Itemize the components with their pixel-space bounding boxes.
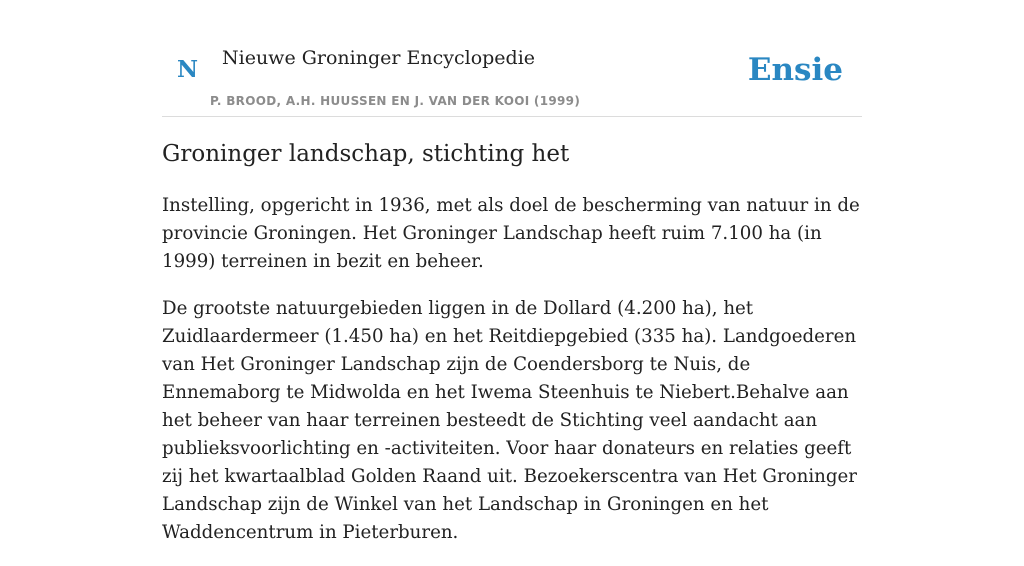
article-body — [162, 192, 864, 566]
brand-logo[interactable]: Ensie — [747, 52, 843, 88]
source-title-link[interactable]: Nieuwe Groninger Encyclopedie — [222, 47, 536, 69]
source-authors: P. BROOD, A.H. HUUSSEN EN J. VAN DER KOOI (1999) — [210, 94, 581, 108]
article-paragraph: De grootste natuurgebieden liggen in de Dollard (4.200 ha), het Zuidlaardermeer (1.450 ha) en het Reitdiepgebied (335 ha). Landgoederen van Het Groninger Landschap zijn de Coendersborg te Nuis, de Ennemaborg te Midwolda en het Iwema Steenhuis te Niebert.Behalve aan het beheer van haar terreinen besteedt de Stichting veel aandacht aan publieksvoorlichting en -activiteiten. Voor haar donateurs en relaties geeft zij het kwartaalblad Golden Raand uit. Bezoekerscentra van Het Groninger Landschap zijn de Winkel van het Landschap in Groningen en het Waddencentrum in Pieterburen. — [162, 298, 857, 543]
article-paragraph: Instelling, opgericht in 1936, met als doel de bescherming van natuur in de provincie Groningen. Het Groninger Landschap heeft ruim 7.100 ha (in 1999) terreinen in bezit en beheer. — [162, 195, 860, 272]
article-title: Groninger landschap, stichting het — [162, 141, 570, 167]
source-header — [162, 0, 862, 117]
source-logo-letter: N — [177, 56, 199, 83]
